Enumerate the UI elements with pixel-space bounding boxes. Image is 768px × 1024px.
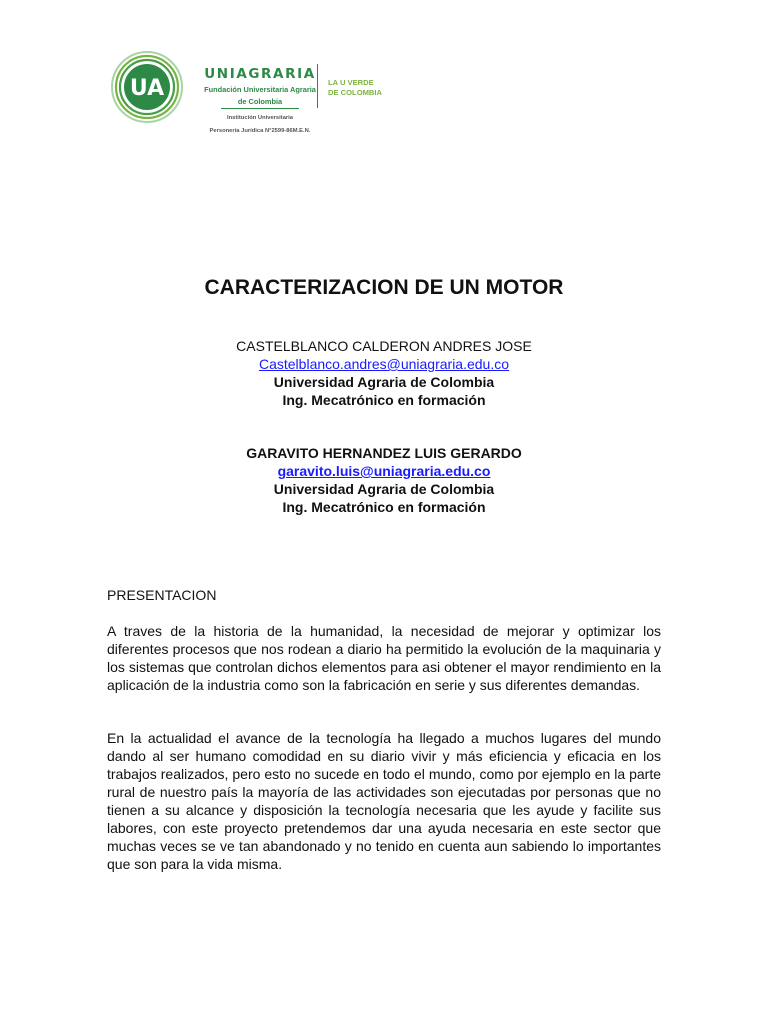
slogan-line-1: LA U VERDE (328, 78, 374, 87)
author-email-link[interactable]: Castelblanco.andres@uniagraria.edu.co (258, 356, 510, 372)
author-program: Ing. Mecatrónico en formación (282, 499, 486, 515)
body-paragraph-1: A traves de la historia de la humanidad, la necesidad de mejorar y optimizar los diferentes procesos que nos rodean a diario ha permitido la evolución de la maquinaria y los sistemas que controlan dichos elementos para asi obtener el mayor rendimiento en la aplicación de la industria como son la fabricación en serie y sus diferentes demandas. (107, 623, 661, 693)
author-block-2 (0, 444, 768, 516)
brand-subtitle-1: Fundación Universitaria Agraria (204, 85, 316, 94)
body-paragraph-2: En la actualidad el avance de la tecnología ha llegado a muchos lugares del mundo dando al ser humano comodidad en su diario vivir y más eficiencia y eficacia en los trabajos realizados, pero esto no sucede en todo el mundo, como por ejemplo en la parte rural de nuestro país la mayoría de las actividades son ejecutadas por personas que no tienen a su alcance y disposición la tecnología necesaria que les ayude y facilite sus labores, con este proyecto pretendemos dar una ayuda necesaria en este sector que muchas veces se ve tan abandonado y no tenido en cuenta aun sabiendo lo importantes que son para la vida misma. (107, 730, 661, 872)
ua-emblem-icon (110, 50, 184, 124)
document-title: CARACTERIZACION DE UN MOTOR (204, 276, 564, 299)
brand-subtitle-2: de Colombia (237, 97, 283, 106)
slogan-line-2: DE COLOMBIA (328, 88, 382, 97)
logo-brand (200, 66, 320, 135)
emblem-text: UA (129, 76, 165, 101)
section-heading: PRESENTACION (107, 587, 217, 603)
brand-underline (221, 108, 299, 109)
author-program: Ing. Mecatrónico en formación (282, 392, 486, 408)
author-email-link[interactable]: garavito.luis@uniagraria.edu.co (277, 463, 491, 479)
author-university: Universidad Agraria de Colombia (273, 481, 495, 497)
logo-divider (317, 64, 318, 108)
author-university: Universidad Agraria de Colombia (273, 374, 495, 390)
author-name: CASTELBLANCO CALDERON ANDRES JOSE (236, 338, 532, 354)
institution-line-1: Institución Universitaria (226, 115, 294, 121)
author-block-1 (0, 337, 768, 409)
institution-line-2: Personería Jurídica N°2599-86M.E.N. (209, 128, 311, 135)
university-logo (110, 48, 400, 138)
author-name: GARAVITO HERNANDEZ LUIS GERARDO (246, 445, 522, 461)
logo-slogan (328, 78, 382, 98)
brand-name: UNIAGRARIA (204, 66, 316, 82)
